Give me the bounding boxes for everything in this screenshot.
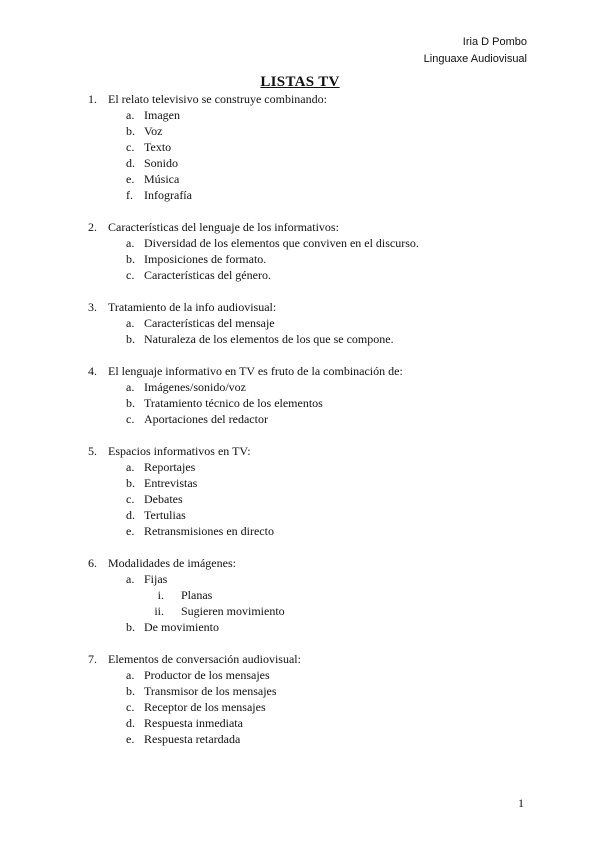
sub-item	[0, 523, 600, 539]
sub-item-number: a.	[126, 108, 135, 122]
sub-item-text: Receptor de los mensajes	[144, 700, 266, 714]
sub-item	[0, 699, 600, 715]
sub-item-number: b.	[126, 124, 135, 138]
sub-item-number: d.	[126, 156, 135, 170]
sub-item-number: c.	[126, 492, 135, 506]
header-author: Iria D Pombo	[462, 36, 527, 48]
sub-item-text: Imágenes/sonido/voz	[144, 380, 246, 394]
sub-item	[0, 251, 600, 267]
sub-item-text: Voz	[144, 124, 163, 138]
sub-item-number: a.	[126, 316, 135, 330]
sub-item	[0, 235, 600, 251]
sub-item-text: Transmisor de los mensajes	[144, 684, 277, 698]
sub-item-text: Aportaciones del redactor	[144, 412, 268, 426]
list-item-heading	[0, 299, 600, 315]
sub-item-number: a.	[126, 460, 135, 474]
sub-item-text: De movimiento	[144, 620, 219, 634]
page-number: 1	[518, 796, 524, 810]
sub-item-number: b.	[126, 684, 135, 698]
sub-item-number: b.	[126, 476, 135, 490]
list-item-heading	[0, 363, 600, 379]
sub-item-text: Música	[144, 172, 180, 186]
list-item-heading-text: Características del lenguaje de los informativos:	[108, 220, 339, 234]
sub-item-number: c.	[126, 268, 135, 282]
sub-item-text: Fijas	[144, 572, 168, 586]
sub-item-text: Características del género.	[144, 268, 271, 282]
list-item	[0, 555, 600, 635]
sub-item-text: Respuesta retardada	[144, 732, 241, 746]
list-item-heading-text: Tratamiento de la info audiovisual:	[108, 300, 277, 314]
sub-item-text: Tertulias	[144, 508, 186, 522]
page-header	[424, 34, 527, 68]
list-item-heading-number: 3.	[88, 300, 97, 314]
sub-item-text: Diversidad de los elementos que conviven en el discurso.	[144, 236, 419, 250]
sub-item	[0, 715, 600, 731]
sub-item	[0, 379, 600, 395]
sub-item-number: b.	[126, 252, 135, 266]
main-list	[0, 91, 600, 763]
header-subject: Linguaxe Audiovisual	[423, 53, 527, 65]
list-item-heading-text: Modalidades de imágenes:	[108, 556, 236, 570]
document-title: LISTAS TV	[260, 74, 340, 90]
sub-item-number: b.	[126, 620, 135, 634]
list-item-heading-number: 6.	[88, 556, 97, 570]
sub-sub-item-text: Planas	[181, 588, 213, 602]
sub-item-text: Naturaleza de los elementos de los que se compone.	[144, 332, 394, 346]
sub-item-text: Productor de los mensajes	[144, 668, 270, 682]
sub-item-text: Imagen	[144, 108, 180, 122]
sub-item-text: Sonido	[144, 156, 179, 170]
list-item-heading-number: 4.	[88, 364, 97, 378]
sub-item	[0, 491, 600, 507]
sub-item-number: c.	[126, 140, 135, 154]
sub-item-number: d.	[126, 716, 135, 730]
sub-item-text: Respuesta inmediata	[144, 716, 243, 730]
sub-sub-item-text: Sugieren movimiento	[181, 604, 285, 618]
sub-item	[0, 619, 600, 635]
sub-item	[0, 187, 600, 203]
sub-sub-item	[0, 587, 600, 603]
sub-item-text: Tratamiento técnico de los elementos	[144, 396, 323, 410]
list-item-heading-text: Espacios informativos en TV:	[108, 444, 251, 458]
list-item-heading-number: 2.	[88, 220, 97, 234]
sub-item	[0, 667, 600, 683]
sub-item-number: a.	[126, 380, 135, 394]
sub-item-text: Imposiciones de formato.	[144, 252, 267, 266]
sub-item	[0, 411, 600, 427]
list-item-heading	[0, 443, 600, 459]
sub-item	[0, 267, 600, 283]
list-item	[0, 299, 600, 347]
sub-sub-item-number: i.	[157, 588, 164, 602]
sub-item-number: c.	[126, 700, 135, 714]
sub-item	[0, 475, 600, 491]
list-item-heading	[0, 219, 600, 235]
sub-item-number: e.	[126, 524, 135, 538]
list-item-heading-text: Elementos de conversación audiovisual:	[108, 652, 301, 666]
list-item-heading-text: El relato televisivo se construye combinando:	[108, 92, 327, 106]
sub-item-number: a.	[126, 668, 135, 682]
sub-item-text: Infografía	[144, 188, 192, 202]
sub-item	[0, 683, 600, 699]
list-item-heading	[0, 91, 600, 107]
sub-item	[0, 171, 600, 187]
sub-item-number: c.	[126, 412, 135, 426]
sub-item-number: b.	[126, 332, 135, 346]
sub-item	[0, 331, 600, 347]
list-item-heading-number: 5.	[88, 444, 97, 458]
sub-item	[0, 315, 600, 331]
sub-item-number: f.	[126, 188, 133, 202]
sub-item	[0, 107, 600, 123]
sub-item-text: Debates	[144, 492, 183, 506]
list-item	[0, 363, 600, 427]
sub-item	[0, 459, 600, 475]
sub-item-text: Retransmisiones en directo	[144, 524, 274, 538]
sub-item	[0, 155, 600, 171]
sub-item-text: Reportajes	[144, 460, 196, 474]
sub-item-number: b.	[126, 396, 135, 410]
list-item-heading-number: 7.	[88, 652, 97, 666]
sub-item	[0, 507, 600, 523]
sub-item-number: e.	[126, 732, 135, 746]
sub-item	[0, 139, 600, 155]
sub-item-number: a.	[126, 572, 135, 586]
list-item-heading-text: El lenguaje informativo en TV es fruto de la combinación de:	[108, 364, 403, 378]
sub-sub-item	[0, 603, 600, 619]
list-item-heading	[0, 651, 600, 667]
list-item	[0, 219, 600, 283]
list-item	[0, 443, 600, 539]
sub-item-number: d.	[126, 508, 135, 522]
sub-item	[0, 395, 600, 411]
list-item	[0, 651, 600, 747]
sub-item-text: Entrevistas	[144, 476, 198, 490]
list-item	[0, 91, 600, 203]
list-item-heading-number: 1.	[88, 92, 97, 106]
sub-sub-item-number: ii.	[154, 604, 164, 618]
sub-item	[0, 123, 600, 139]
sub-item-text: Características del mensaje	[144, 316, 275, 330]
sub-item	[0, 571, 600, 587]
sub-item-text: Texto	[144, 140, 172, 154]
list-item-heading	[0, 555, 600, 571]
sub-item	[0, 731, 600, 747]
sub-item-number: e.	[126, 172, 135, 186]
sub-item-number: a.	[126, 236, 135, 250]
